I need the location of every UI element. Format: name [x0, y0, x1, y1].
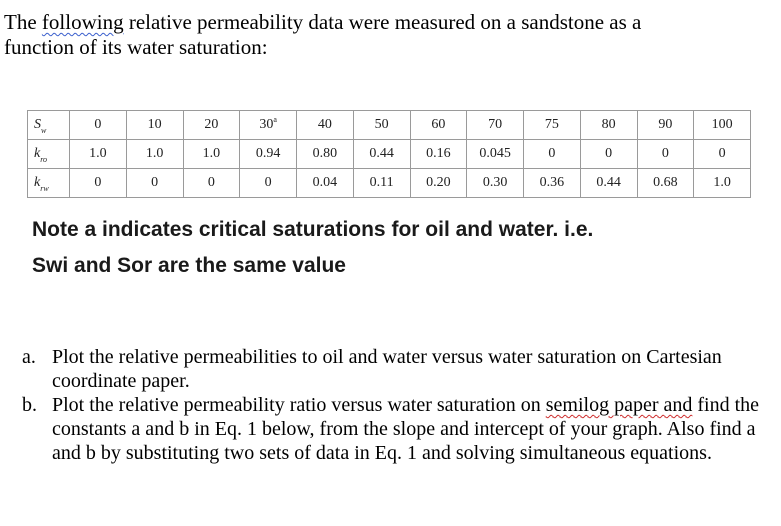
- note-line-1: Note a indicates critical saturations for oil and water. i.e.: [32, 218, 594, 241]
- kro-row: [28, 140, 751, 169]
- kro-cell: 1.0: [70, 140, 127, 169]
- krw-cell: 0: [126, 169, 183, 198]
- question-b-underlined: semilog paper and: [545, 394, 693, 416]
- kro-cell: 0.44: [353, 140, 410, 169]
- sw-cell: 70: [467, 111, 524, 140]
- kro-cell: 0.80: [297, 140, 354, 169]
- sw-cell: 40: [297, 111, 354, 140]
- sw-cell: 30$^a$: [240, 111, 297, 140]
- problem-intro: [4, 10, 774, 60]
- krw-cell: 0.68: [637, 169, 694, 198]
- krw-cell: 0.30: [467, 169, 524, 198]
- krw-cell: 0.36: [524, 169, 581, 198]
- question-list: [22, 345, 772, 465]
- kro-cell: 0: [694, 140, 751, 169]
- krw-cell: 0.11: [353, 169, 410, 198]
- krw-cell: 0: [183, 169, 240, 198]
- krw-cell: 0: [70, 169, 127, 198]
- question-b-text-before: Plot the relative permeability ratio versus water saturation on: [52, 394, 541, 416]
- sw-cell: 0: [70, 111, 127, 140]
- krw-cell: 0.44: [580, 169, 637, 198]
- kro-cell: 1.0: [126, 140, 183, 169]
- critical-saturation-note: [32, 212, 772, 284]
- krw-cell: 0.20: [410, 169, 467, 198]
- krw-row: [28, 169, 751, 198]
- intro-underlined-word: following: [41, 10, 124, 34]
- sw-cell: 10: [126, 111, 183, 140]
- intro-lead: The: [4, 10, 37, 34]
- sw-row-label: $S_w$: [28, 111, 70, 140]
- krw-cell: 0.04: [297, 169, 354, 198]
- question-a-text: Plot the relative permeabilities to oil and water versus water saturation on Cartesian coordinate paper.: [52, 346, 722, 392]
- sw-cell: 75: [524, 111, 581, 140]
- sw-cell: 20: [183, 111, 240, 140]
- kro-cell: 1.0: [183, 140, 240, 169]
- kro-cell: 0: [580, 140, 637, 169]
- critical-mark: a: [273, 115, 277, 124]
- sw-cell: 80: [580, 111, 637, 140]
- intro-line2: function of its water saturation:: [4, 35, 268, 59]
- sw-cell: 60: [410, 111, 467, 140]
- sw-cell: 100: [694, 111, 751, 140]
- question-b-marker: b.: [22, 394, 37, 416]
- sw-cell: 90: [637, 111, 694, 140]
- permeability-table: [27, 110, 751, 198]
- kro-cell: 0.16: [410, 140, 467, 169]
- krw-cell: 0: [240, 169, 297, 198]
- kro-cell: 0.045: [467, 140, 524, 169]
- krw-row-label: $k_{rw}$: [28, 169, 70, 198]
- sw-cell: 50: [353, 111, 410, 140]
- kro-cell: 0: [637, 140, 694, 169]
- question-a-marker: a.: [22, 346, 36, 368]
- note-line-2: Swi and Sor are the same value: [32, 254, 346, 277]
- kro-row-label: $k_{ro}$: [28, 140, 70, 169]
- kro-cell: 0.94: [240, 140, 297, 169]
- kro-cell: 0: [524, 140, 581, 169]
- question-a: [22, 345, 772, 393]
- krw-cell: 1.0: [694, 169, 751, 198]
- question-b-text-after: find the constants a and b in Eq. 1 below, from the slope and intercept of your graph. Also find a and b by substituting two sets of data in Eq. 1 and solving simultaneous equations.: [52, 394, 760, 464]
- question-b: [22, 393, 772, 465]
- sw-row: [28, 111, 751, 140]
- intro-line1-rest: relative permeability data were measured on a sandstone as a: [128, 10, 642, 34]
